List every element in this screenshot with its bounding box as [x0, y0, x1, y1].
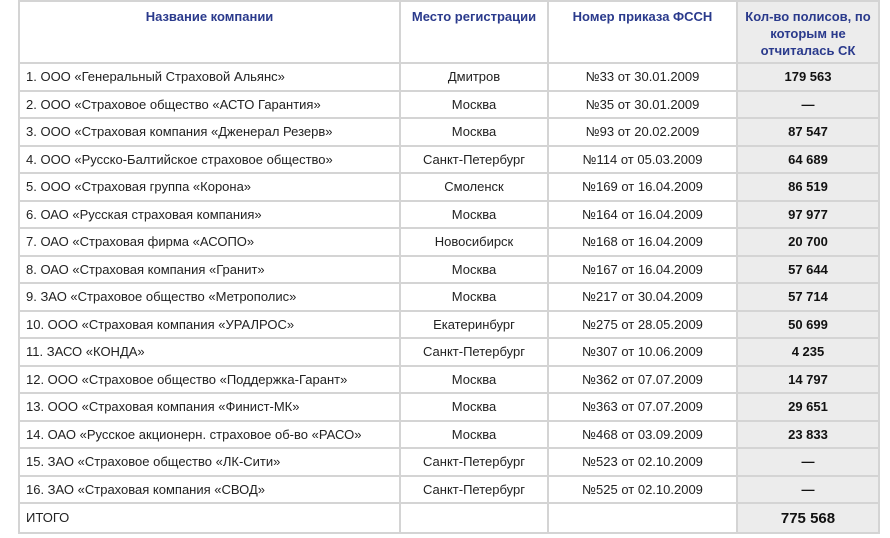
table-row [19, 311, 879, 339]
company-cell: 16. ЗАО «Страховая компания «СВОД» [19, 476, 400, 504]
place-cell: Санкт-Петербург [400, 448, 548, 476]
company-cell: 10. ООО «Страховая компания «УРАЛРОС» [19, 311, 400, 339]
place-cell: Москва [400, 366, 548, 394]
company-cell: 3. ООО «Страховая компания «Дженерал Резерв» [19, 118, 400, 146]
order-cell: №363 от 07.07.2009 [548, 393, 737, 421]
header-order: Номер приказа ФССН [548, 1, 737, 63]
company-cell: 9. ЗАО «Страховое общество «Метрополис» [19, 283, 400, 311]
policies-cell: 57 714 [737, 283, 879, 311]
place-cell: Екатеринбург [400, 311, 548, 339]
policies-cell: 20 700 [737, 228, 879, 256]
table-row [19, 366, 879, 394]
total-value: 775 568 [737, 503, 879, 533]
order-cell: №93 от 20.02.2009 [548, 118, 737, 146]
place-cell: Москва [400, 201, 548, 229]
table-row [19, 283, 879, 311]
table-row [19, 448, 879, 476]
table-row [19, 228, 879, 256]
order-cell: №33 от 30.01.2009 [548, 63, 737, 91]
table-header-row [19, 1, 879, 63]
company-cell: 12. ООО «Страховое общество «Поддержка-Гарант» [19, 366, 400, 394]
table-row [19, 421, 879, 449]
policies-cell: 97 977 [737, 201, 879, 229]
place-cell: Санкт-Петербург [400, 476, 548, 504]
table-body [19, 63, 879, 503]
table-row [19, 173, 879, 201]
place-cell: Новосибирск [400, 228, 548, 256]
company-cell: 4. ООО «Русско-Балтийское страховое общество» [19, 146, 400, 174]
company-cell: 11. ЗАСО «КОНДА» [19, 338, 400, 366]
policies-cell: 64 689 [737, 146, 879, 174]
table-row [19, 201, 879, 229]
table-row [19, 338, 879, 366]
place-cell: Санкт-Петербург [400, 146, 548, 174]
policies-cell: — [737, 476, 879, 504]
total-empty-place [400, 503, 548, 533]
table-row [19, 476, 879, 504]
order-cell: №164 от 16.04.2009 [548, 201, 737, 229]
company-cell: 5. ООО «Страховая группа «Корона» [19, 173, 400, 201]
company-cell: 15. ЗАО «Страховое общество «ЛК-Сити» [19, 448, 400, 476]
place-cell: Смоленск [400, 173, 548, 201]
policies-cell: 4 235 [737, 338, 879, 366]
order-cell: №169 от 16.04.2009 [548, 173, 737, 201]
policies-cell: 29 651 [737, 393, 879, 421]
policies-cell: 57 644 [737, 256, 879, 284]
header-company: Название компании [19, 1, 400, 63]
total-row [19, 503, 879, 533]
policies-cell: 14 797 [737, 366, 879, 394]
company-cell: 8. ОАО «Страховая компания «Гранит» [19, 256, 400, 284]
place-cell: Москва [400, 393, 548, 421]
order-cell: №468 от 03.09.2009 [548, 421, 737, 449]
company-cell: 6. ОАО «Русская страховая компания» [19, 201, 400, 229]
policies-cell: 179 563 [737, 63, 879, 91]
company-cell: 7. ОАО «Страховая фирма «АСОПО» [19, 228, 400, 256]
policies-cell: — [737, 448, 879, 476]
company-cell: 14. ОАО «Русское акционерн. страховое об-во «РАСО» [19, 421, 400, 449]
company-cell: 2. ООО «Страховое общество «АСТО Гарантия» [19, 91, 400, 119]
order-cell: №523 от 02.10.2009 [548, 448, 737, 476]
table-row [19, 118, 879, 146]
order-cell: №525 от 02.10.2009 [548, 476, 737, 504]
policies-cell: 50 699 [737, 311, 879, 339]
order-cell: №362 от 07.07.2009 [548, 366, 737, 394]
place-cell: Санкт-Петербург [400, 338, 548, 366]
insurers-table [18, 0, 880, 534]
policies-cell: 86 519 [737, 173, 879, 201]
order-cell: №307 от 10.06.2009 [548, 338, 737, 366]
place-cell: Москва [400, 91, 548, 119]
order-cell: №168 от 16.04.2009 [548, 228, 737, 256]
policies-cell: — [737, 91, 879, 119]
policies-cell: 23 833 [737, 421, 879, 449]
company-cell: 13. ООО «Страховая компания «Финист-МК» [19, 393, 400, 421]
order-cell: №167 от 16.04.2009 [548, 256, 737, 284]
order-cell: №35 от 30.01.2009 [548, 91, 737, 119]
place-cell: Москва [400, 118, 548, 146]
table-row [19, 256, 879, 284]
table-row [19, 146, 879, 174]
order-cell: №217 от 30.04.2009 [548, 283, 737, 311]
place-cell: Дмитров [400, 63, 548, 91]
company-cell: 1. ООО «Генеральный Страховой Альянс» [19, 63, 400, 91]
total-label: ИТОГО [19, 503, 400, 533]
place-cell: Москва [400, 283, 548, 311]
total-empty-order [548, 503, 737, 533]
place-cell: Москва [400, 256, 548, 284]
header-place: Место регистрации [400, 1, 548, 63]
order-cell: №114 от 05.03.2009 [548, 146, 737, 174]
table-row [19, 393, 879, 421]
policies-cell: 87 547 [737, 118, 879, 146]
table-row [19, 63, 879, 91]
place-cell: Москва [400, 421, 548, 449]
order-cell: №275 от 28.05.2009 [548, 311, 737, 339]
header-policies: Кол-во полисов, по которым не отчиталась СК [737, 1, 879, 63]
table-row [19, 91, 879, 119]
